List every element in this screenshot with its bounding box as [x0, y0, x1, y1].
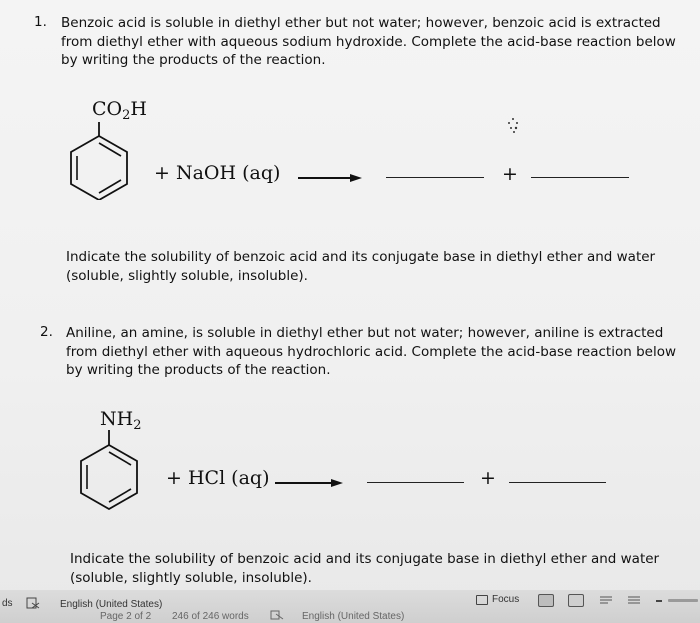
question-2-solubility-prompt: Indicate the solubility of benzoic acid and its conjugate base in diethyl ether and water (soluble, slightly soluble, insoluble).	[70, 551, 660, 586]
status-left-fragment: ds	[2, 598, 13, 609]
product-blank-2b[interactable]	[509, 482, 606, 483]
focus-icon	[476, 595, 488, 605]
web-layout-icon[interactable]	[598, 594, 614, 606]
outline-view-icon[interactable]	[626, 594, 642, 606]
benzene-ring-2	[76, 430, 142, 510]
product-blank-2a[interactable]	[367, 482, 464, 483]
question-2-number: 2.	[40, 324, 53, 340]
plus-sign-2: +	[480, 467, 496, 489]
aniline-substituent: $NH_2$	[100, 408, 142, 433]
focus-button[interactable]	[476, 594, 519, 605]
status-bar	[0, 590, 700, 623]
focus-label: Focus	[492, 594, 520, 605]
proofing-icon[interactable]	[26, 597, 40, 609]
benzene-ring-1	[66, 122, 132, 200]
question-2-text: Aniline, an amine, is soluble in diethyl ether but not water; however, aniline is extracted from diethyl ether with aqueous hydrochloric acid. Complete the acid-base reaction below by writing the products of the reaction.	[66, 325, 677, 378]
question-1-number: 1.	[34, 14, 47, 30]
reaction-arrow-2	[275, 482, 333, 484]
product-blank-1b[interactable]	[531, 177, 629, 178]
zoom-slider[interactable]	[668, 599, 698, 602]
print-layout-icon[interactable]	[568, 594, 584, 607]
proofing-icon-2[interactable]	[270, 610, 284, 620]
reaction-arrowhead-2	[331, 479, 343, 487]
page-count[interactable]: Page 2 of 2	[100, 611, 152, 622]
question-1-text: Benzoic acid is soluble in diethyl ether but not water; however, benzoic acid is extracted from diethyl ether with aqueous sodium hydroxide. Complete the acid-base reaction below by writing the products of the reaction.	[61, 15, 676, 68]
read-mode-icon[interactable]	[538, 594, 554, 607]
zoom-out-icon[interactable]	[656, 600, 662, 602]
benzoic-acid-substituent: $CO_2H$	[92, 98, 147, 123]
word-count[interactable]: 246 of 246 words	[172, 611, 249, 622]
plus-sign-1: +	[502, 163, 518, 185]
question-1-solubility-prompt: Indicate the solubility of benzoic acid and its conjugate base in diethyl ether and water (soluble, slightly soluble, insoluble).	[66, 249, 656, 284]
reaction-arrow-1	[298, 177, 352, 179]
product-blank-1a[interactable]	[386, 177, 484, 178]
sparkle-cursor-icon	[505, 116, 521, 134]
reaction-arrowhead-1	[350, 174, 362, 182]
language-status-2[interactable]: English (United States)	[302, 611, 405, 622]
naoh-reagent: + NaOH (aq)	[154, 162, 281, 184]
language-status[interactable]: English (United States)	[60, 599, 163, 610]
hcl-reagent: + HCl (aq)	[166, 467, 270, 489]
